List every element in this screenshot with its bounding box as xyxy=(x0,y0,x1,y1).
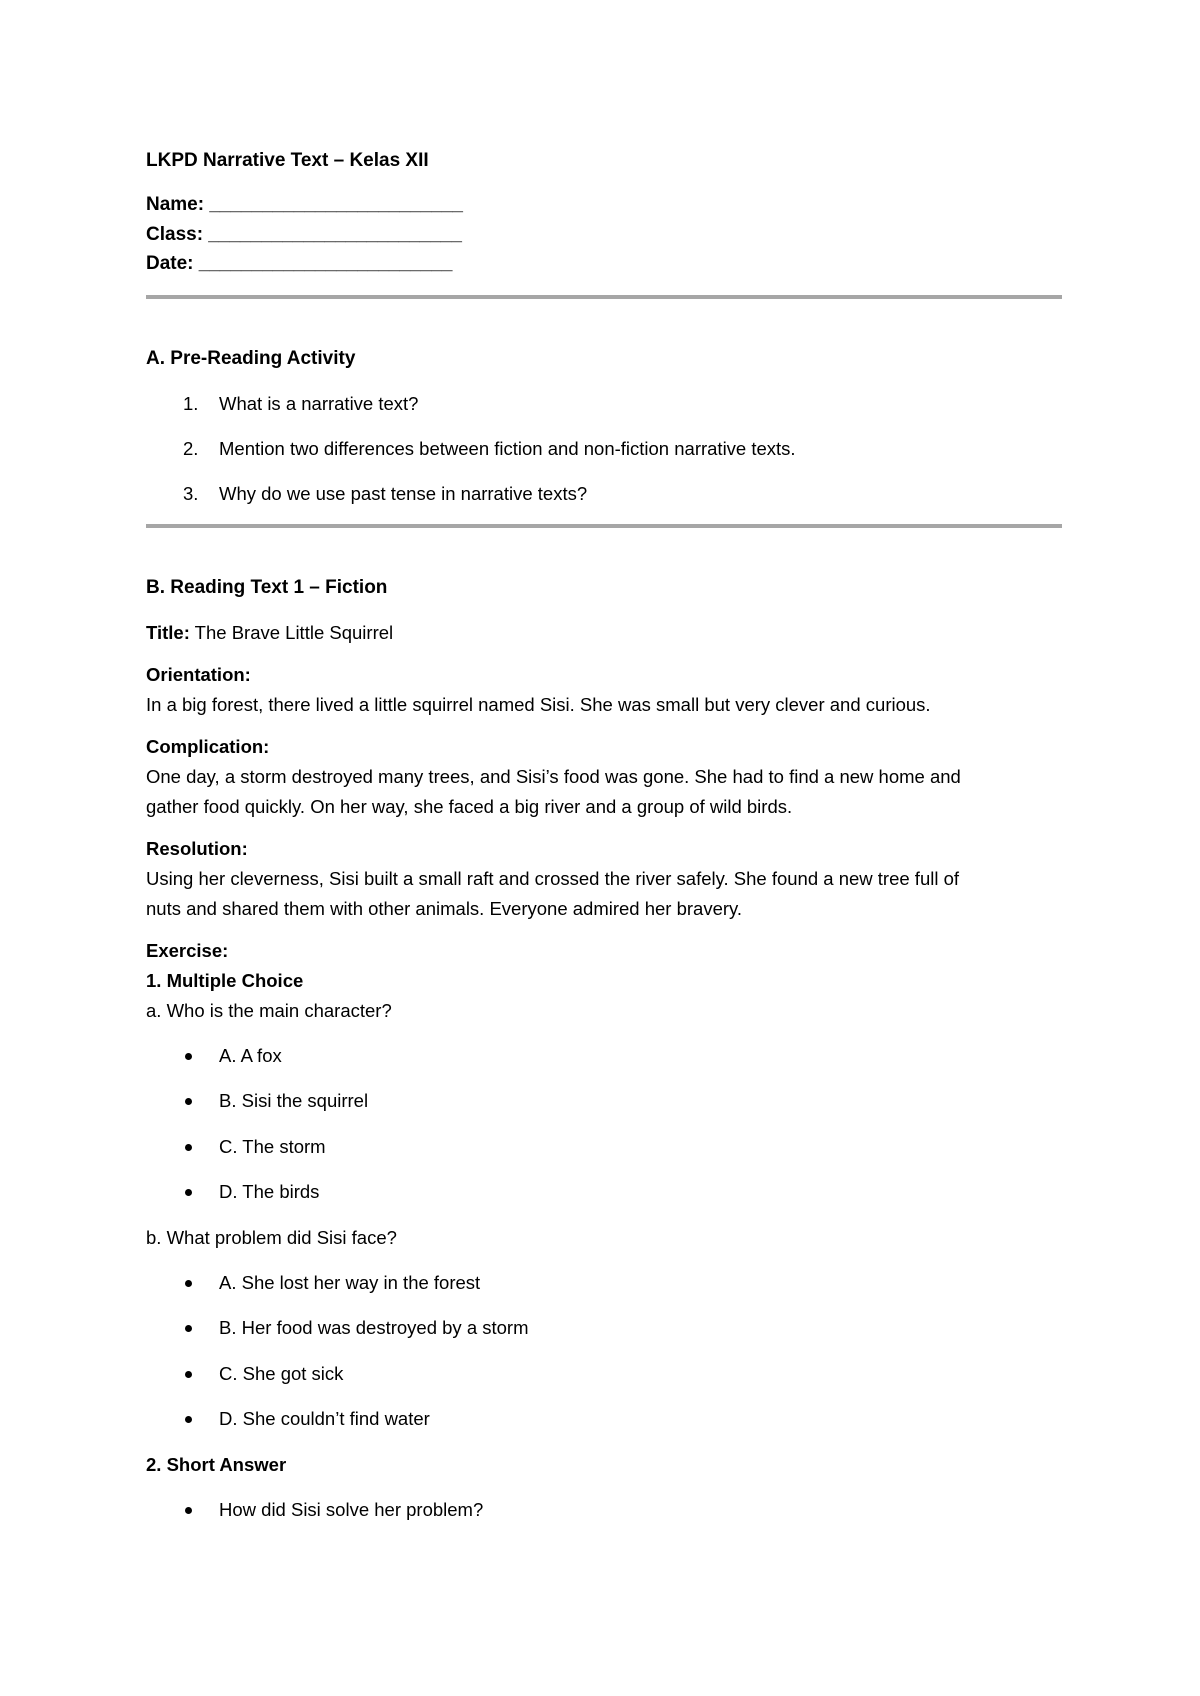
option-item xyxy=(146,1268,1062,1298)
class-field: Class: ________________________ xyxy=(146,223,462,245)
name-field: Name: ________________________ xyxy=(146,194,463,215)
question-text: Mention two differences between fiction and non-fiction narrative texts. xyxy=(219,437,796,459)
orientation-text: In a big forest, there lived a little squirrel named Sisi. She was small but very clever and curious. xyxy=(146,693,931,715)
option-item xyxy=(146,1404,1062,1434)
question-text: What is a narrative text? xyxy=(219,392,419,414)
question-a: a. Who is the main character? xyxy=(146,999,392,1021)
complication-text-line: gather food quickly. On her way, she faced a big river and a group of wild birds. xyxy=(146,795,793,817)
question-text: Why do we use past tense in narrative texts? xyxy=(219,482,588,504)
bullet-icon xyxy=(185,1371,192,1378)
resolution-label: Resolution: xyxy=(146,837,248,859)
story-title-line xyxy=(146,618,1062,648)
complication-label: Complication: xyxy=(146,735,270,757)
student-info-block xyxy=(146,190,1062,279)
title-label: Title: xyxy=(146,621,190,643)
exercise-block xyxy=(146,936,1062,1525)
orientation-label: Orientation: xyxy=(146,663,251,685)
question-b: b. What problem did Sisi face? xyxy=(146,1226,397,1248)
option-item xyxy=(146,1313,1062,1343)
bullet-icon xyxy=(185,1053,192,1060)
option-item xyxy=(146,1041,1062,1071)
document-page xyxy=(146,146,1062,1540)
date-field: Date: ________________________ xyxy=(146,253,453,274)
short-answer-label: 2. Short Answer xyxy=(146,1453,287,1475)
resolution-text-line: Using her cleverness, Sisi built a small raft and crossed the river safely. She found a new tree full of xyxy=(146,867,960,889)
option-item xyxy=(146,1359,1062,1389)
multiple-choice-label: 1. Multiple Choice xyxy=(146,969,304,991)
section-a-heading: A. Pre-Reading Activity xyxy=(146,347,356,369)
list-item xyxy=(146,434,1062,464)
option-text: C. She got sick xyxy=(219,1362,344,1384)
option-item xyxy=(146,1177,1062,1207)
option-text: A. A fox xyxy=(219,1044,282,1066)
question-b-options xyxy=(146,1268,1062,1435)
story-title: The Brave Little Squirrel xyxy=(194,621,394,643)
option-text: C. The storm xyxy=(219,1135,326,1157)
bullet-icon xyxy=(185,1325,192,1332)
option-text: D. The birds xyxy=(219,1181,320,1202)
section-b-heading: B. Reading Text 1 – Fiction xyxy=(146,576,388,598)
short-answer-text: How did Sisi solve her problem? xyxy=(219,1498,484,1520)
option-item xyxy=(146,1086,1062,1116)
question-a-options xyxy=(146,1041,1062,1208)
pre-reading-questions xyxy=(146,389,1062,509)
exercise-label: Exercise: xyxy=(146,939,229,961)
list-number: 2. xyxy=(183,437,199,459)
option-text: A. She lost her way in the forest xyxy=(219,1271,481,1293)
list-item xyxy=(146,479,1062,509)
bullet-icon xyxy=(185,1144,192,1151)
short-answer-item xyxy=(146,1495,1062,1525)
option-text: B. Sisi the squirrel xyxy=(219,1090,369,1111)
complication-text-line: One day, a storm destroyed many trees, and Sisi’s food was gone. She had to find a new home and xyxy=(146,765,961,787)
document-title: LKPD Narrative Text – Kelas XII xyxy=(146,150,429,171)
option-text: D. She couldn’t find water xyxy=(219,1408,430,1429)
bullet-icon xyxy=(185,1098,192,1105)
resolution-text-line: nuts and shared them with other animals. Everyone admired her bravery. xyxy=(146,897,743,919)
list-number: 1. xyxy=(183,392,199,414)
list-item xyxy=(146,389,1062,419)
option-item xyxy=(146,1132,1062,1162)
list-number: 3. xyxy=(183,482,199,504)
divider xyxy=(146,524,1062,528)
short-answer-questions xyxy=(146,1495,1062,1525)
bullet-icon xyxy=(185,1189,192,1196)
option-text: B. Her food was destroyed by a storm xyxy=(219,1317,529,1338)
bullet-icon xyxy=(185,1507,192,1514)
divider xyxy=(146,295,1062,299)
bullet-icon xyxy=(185,1280,192,1287)
bullet-icon xyxy=(185,1416,192,1423)
